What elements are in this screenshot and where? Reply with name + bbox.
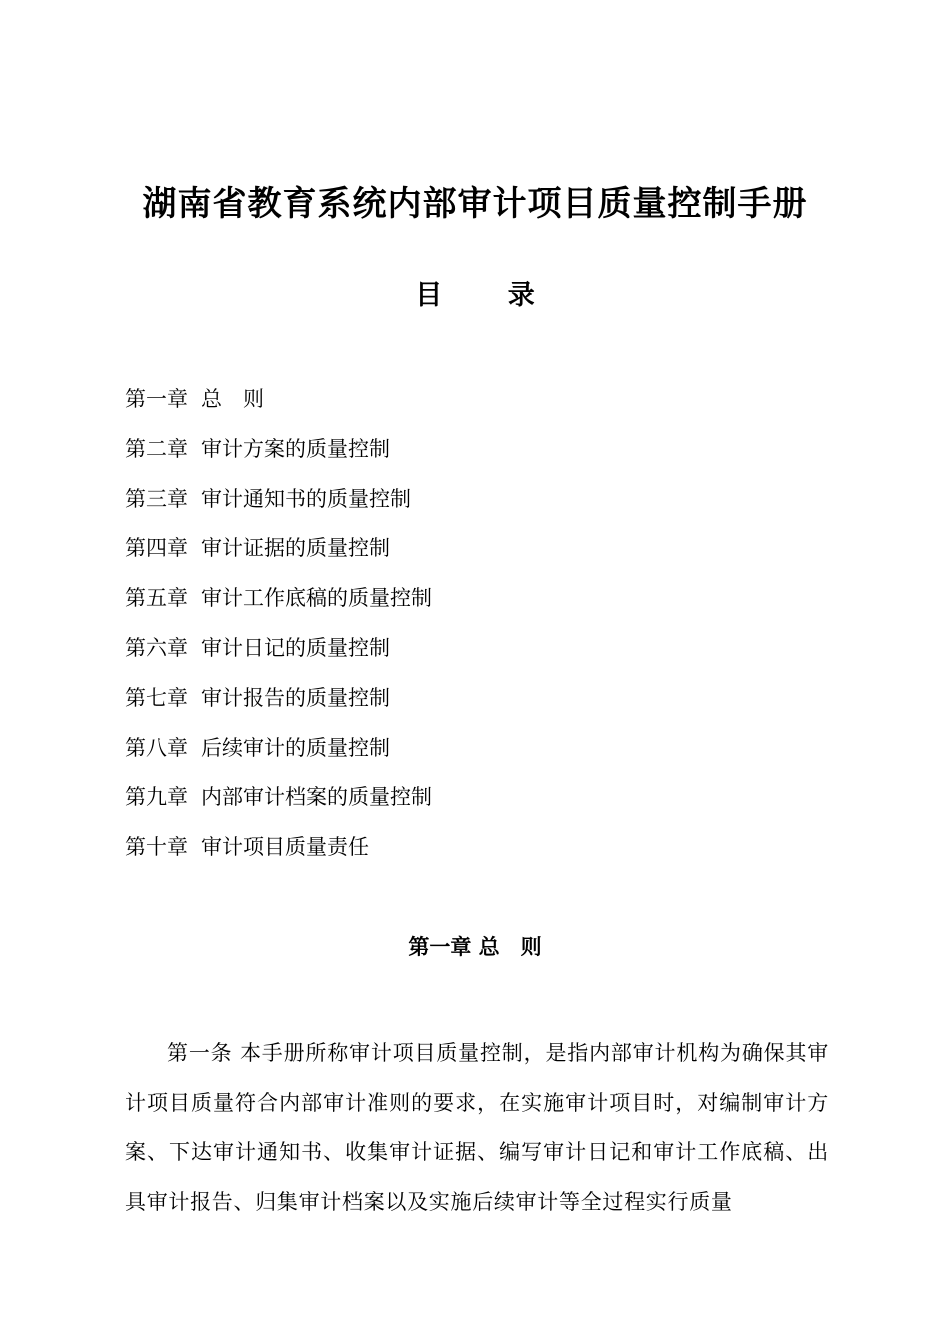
toc-chapter-number: 第七章	[125, 685, 188, 710]
toc-chapter-title: 总 则	[201, 387, 264, 411]
toc-chapter-title: 审计报告的质量控制	[201, 685, 390, 710]
toc-chapter-number: 第九章	[125, 785, 188, 810]
toc-item	[125, 384, 432, 434]
toc-chapter-title: 后续审计的质量控制	[201, 735, 390, 760]
toc-chapter-title: 审计通知书的质量控制	[201, 486, 411, 511]
toc-item	[125, 733, 432, 783]
article-paragraph: 第一条 本手册所称审计项目质量控制，是指内部审计机构为确保其审计项目质量符合内部审计准则的要求，在实施审计项目时，对编制审计方案、下达审计通知书、收集审计证据、编写审计日记和审计工作底稿、出具审计报告、归集审计档案以及实施后续审计等全过程实行质量	[125, 1041, 829, 1214]
toc-chapter-number: 第十章	[125, 835, 188, 860]
toc-chapter-title: 审计项目质量责任	[201, 835, 369, 860]
toc-item	[125, 533, 432, 583]
toc-chapter-number: 第二章	[125, 436, 188, 461]
toc-chapter-number: 第六章	[125, 635, 188, 660]
chapter-heading: 第一章 总 则	[408, 934, 542, 959]
toc-chapter-title: 审计方案的质量控制	[201, 436, 390, 461]
toc-item	[125, 484, 432, 534]
toc-chapter-number: 第三章	[125, 486, 188, 511]
toc-chapter-number: 第五章	[125, 586, 188, 611]
toc-chapter-number: 第八章	[125, 735, 188, 760]
toc-chapter-title: 内部审计档案的质量控制	[201, 785, 432, 810]
toc-item	[125, 633, 432, 683]
toc-item	[125, 683, 432, 733]
toc-item	[125, 583, 432, 633]
toc-chapter-number: 第一章	[125, 387, 188, 411]
toc-heading: 目 录	[415, 280, 563, 311]
toc-chapter-number: 第四章	[125, 536, 188, 561]
toc-chapter-title: 审计证据的质量控制	[201, 536, 390, 561]
toc-item	[125, 832, 432, 882]
toc-chapter-title: 审计日记的质量控制	[201, 635, 390, 660]
toc-item	[125, 434, 432, 484]
toc-chapter-title: 审计工作底稿的质量控制	[201, 586, 432, 611]
document-title: 湖南省教育系统内部审计项目质量控制手册	[142, 184, 808, 224]
table-of-contents	[125, 384, 432, 882]
toc-item	[125, 782, 432, 832]
